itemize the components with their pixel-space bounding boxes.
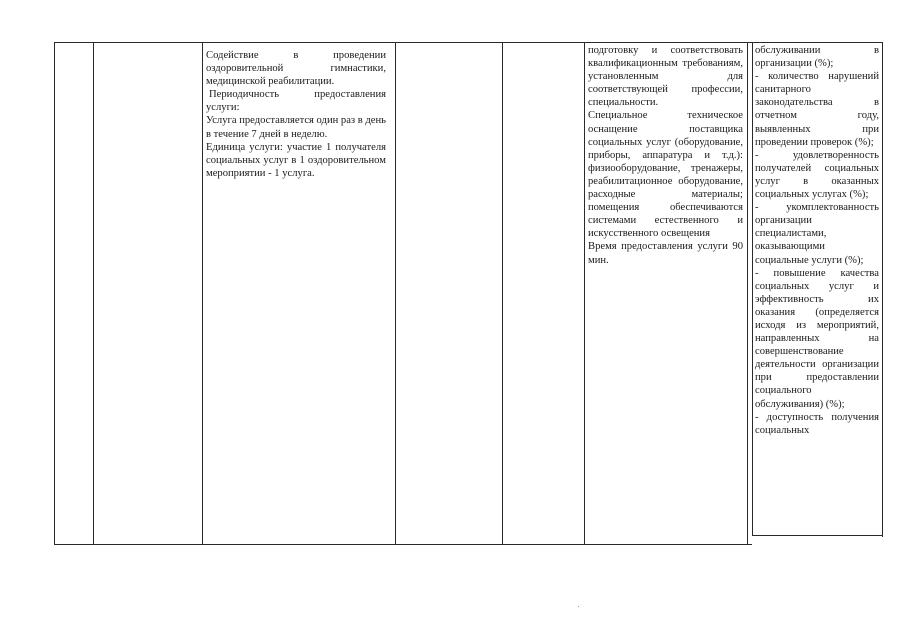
service-unit-text: Единица услуги: участие 1 получателя социальных услуг в 1 оздоровительном мероприятии - 1 услуга.	[206, 141, 386, 179]
table-border-right	[882, 42, 883, 537]
indicator-item: - удовлетворенность получателей социальных услуг в оказанных социальных услугах (%);	[755, 149, 879, 201]
indicator-item: - укомплектованность организации специалистами, оказывающими социальные услуги (%);	[755, 202, 879, 266]
scan-dust-speck	[578, 606, 579, 607]
indicator-item: - доступность получения социальных	[755, 411, 879, 436]
indicator-item: - количество нарушений санитарного законодательства в отчетном году, выявленных при проведении проверок (%);	[755, 71, 879, 148]
periodicity-text: Услуга предоставляется один раз в день в течение 7 дней в неделю.	[206, 115, 386, 140]
table-border-top	[54, 42, 883, 43]
indicator-item: обслуживании в организации (%);	[755, 45, 879, 70]
column-divider	[584, 42, 585, 544]
cell-border-bottom	[752, 535, 883, 536]
conditions-cell	[588, 44, 743, 267]
column-divider	[93, 42, 94, 544]
service-name-text: Содействие в проведении оздоровительной гимнастики, медицинской реабилитации.	[206, 50, 386, 88]
column-divider	[752, 42, 753, 535]
duration-text: Время предоставления услуги 90 мин.	[588, 241, 743, 266]
service-description-cell	[206, 49, 386, 180]
table-border-left	[54, 42, 55, 544]
quality-indicators-cell	[755, 44, 879, 437]
qualification-text: подготовку и соответствовать квалификационным требованиям, установленным для соответствующей профессии, специальности.	[588, 45, 743, 109]
equipment-text: Специальное техническое оснащение поставщика социальных услуг (оборудование, приборы, аппаратура и т.д.): физиооборудование, тренажеры, реабилитационное оборудование, расходные материалы; помещения обеспечиваются системами естественного и искусственного освещения	[588, 110, 743, 240]
column-divider	[202, 42, 203, 544]
column-divider	[747, 42, 748, 544]
table-border-bottom	[54, 544, 752, 545]
column-divider	[502, 42, 503, 544]
periodicity-heading: Периодичность предоставления услуги:	[206, 89, 386, 114]
column-divider	[395, 42, 396, 544]
indicator-item: - повышение качества социальных услуг и эффективность их оказания (определяется исходя из мероприятий, направленных на совершенствование деятельности организации при предоставлении социального обслуживания) (%);	[755, 267, 879, 410]
